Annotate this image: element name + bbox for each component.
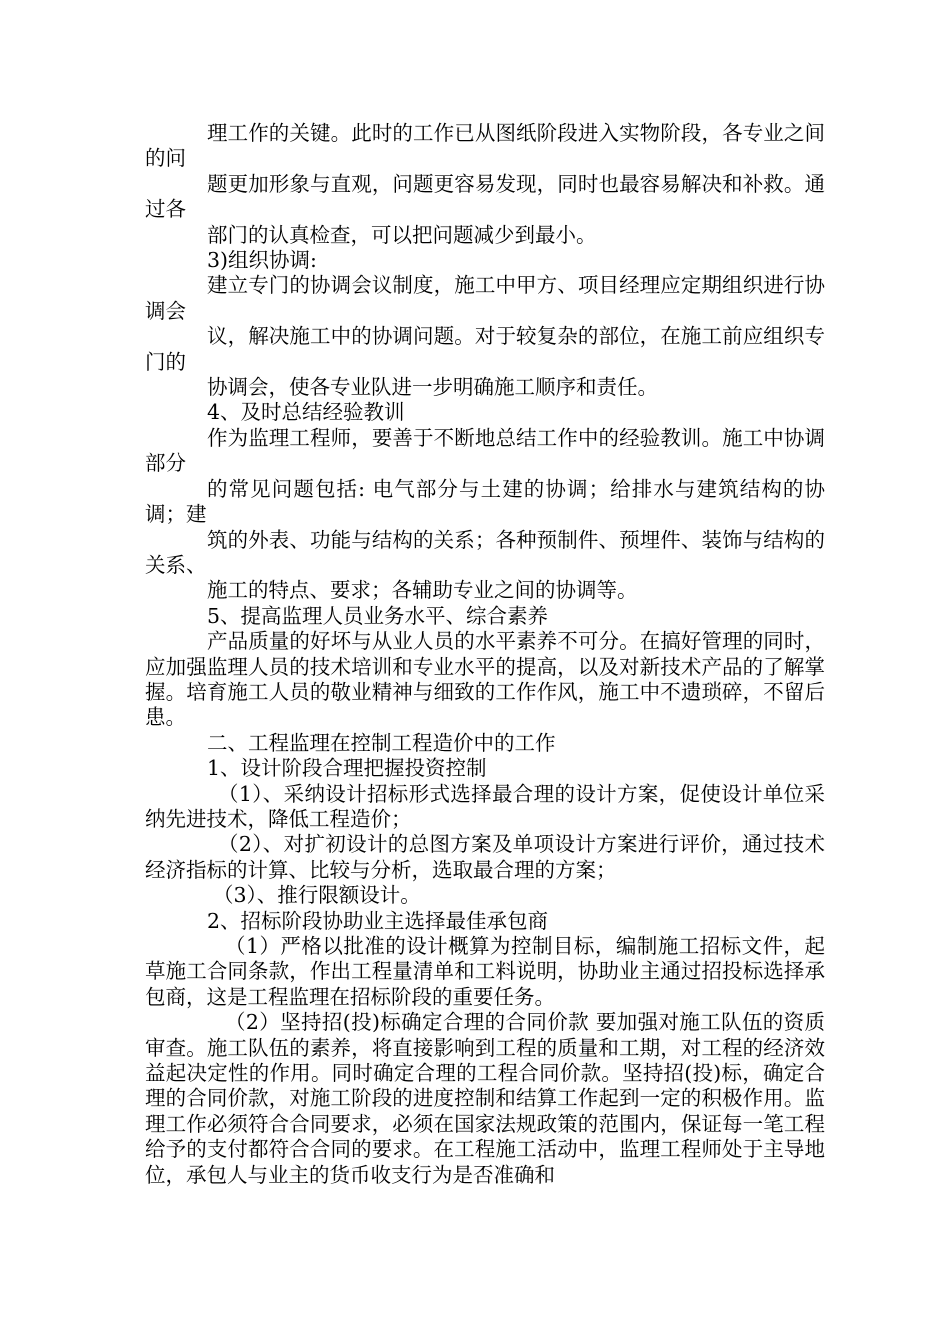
paragraph: 施工的特点、要求；各辅助专业之间的协调等。 bbox=[207, 578, 638, 603]
list-item: （3）、推行限额设计。 bbox=[213, 883, 421, 908]
paragraph: 的常见问题包括: 电气部分与土建的协调；给排水与建筑结构的协调；建 bbox=[145, 476, 825, 527]
section-heading: 1、设计阶段合理把握投资控制 bbox=[207, 756, 487, 781]
paragraph: 建立专门的协调会议制度，施工中甲方、项目经理应定期组织进行协调会 bbox=[145, 273, 825, 323]
list-item: （1）、采纳设计招标形式选择最合理的设计方案，促使设计单位采纳先进技术，降低工程造价； bbox=[145, 781, 825, 831]
chapter-heading: 二、工程监理在控制工程造价中的工作 bbox=[207, 730, 556, 755]
list-item: （2）、对扩初设计的总图方案及单项设计方案进行评价，通过技术经济指标的计算、比较与分析，选取最合理的方案； bbox=[145, 832, 825, 882]
paragraph: 产品质量的好坏与从业人员的水平素养不可分。在搞好管理的同时，应加强监理人员的技术培训和专业水平的提高，以及对新技术产品的了解掌握。培育施工人员的敬业精神与细致的工作作风，施工中不遗琐碎，不留后患。 bbox=[145, 629, 825, 730]
paragraph: 部门的认真检查，可以把问题减少到最小。 bbox=[207, 222, 597, 247]
document-body bbox=[145, 121, 825, 1188]
paragraph: 议，解决施工中的协调问题。对于较复杂的部位，在施工前应组织专门的 bbox=[145, 324, 825, 374]
paragraph: 筑的外表、功能与结构的关系；各种预制件、预埋件、装饰与结构的关系、 bbox=[145, 527, 825, 577]
paragraph: 题更加形象与直观，问题更容易发现，同时也最容易解决和补救。通过各 bbox=[145, 171, 825, 222]
section-heading: 5、提高监理人员业务水平、综合素养 bbox=[207, 603, 549, 628]
list-item: （1）严格以批准的设计概算为控制目标，编制施工招标文件，起草施工合同条款，作出工程量清单和工料说明，协助业主通过招投标选择承包商，这是工程监理在招标阶段的重要任务。 bbox=[145, 934, 825, 1009]
subheading: 3)组织协调: bbox=[207, 248, 317, 273]
list-item: （2）坚持招(投)标确定合理的合同价款 要加强对施工队伍的资质审查。施工队伍的素养，将直接影响到工程的质量和工期，对工程的经济效益起决定性的作用。同时确定合理的工程合同价款。坚持招(投)标，确定合理的合同价款，对施工阶段的进度控制和结算工作起到一定的积极作用。监理工作必须符合合同要求，必须在国家法规政策的范围内，保证每一笔工程给予的支付都符合合同的要求。在工程施工活动中，监理工程师处于主导地位，承包人与业主的货币收支行为是否准确和 bbox=[145, 1010, 825, 1187]
paragraph: 作为监理工程师，要善于不断地总结工作中的经验教训。施工中协调部分 bbox=[145, 425, 825, 476]
section-heading: 2、招标阶段协助业主选择最佳承包商 bbox=[207, 908, 549, 933]
section-heading: 4、及时总结经验教训 bbox=[207, 400, 405, 425]
paragraph: 理工作的关键。此时的工作已从图纸阶段进入实物阶段，各专业之间的问 bbox=[145, 121, 825, 171]
paragraph: 协调会，使各专业队进一步明确施工顺序和责任。 bbox=[207, 375, 658, 400]
